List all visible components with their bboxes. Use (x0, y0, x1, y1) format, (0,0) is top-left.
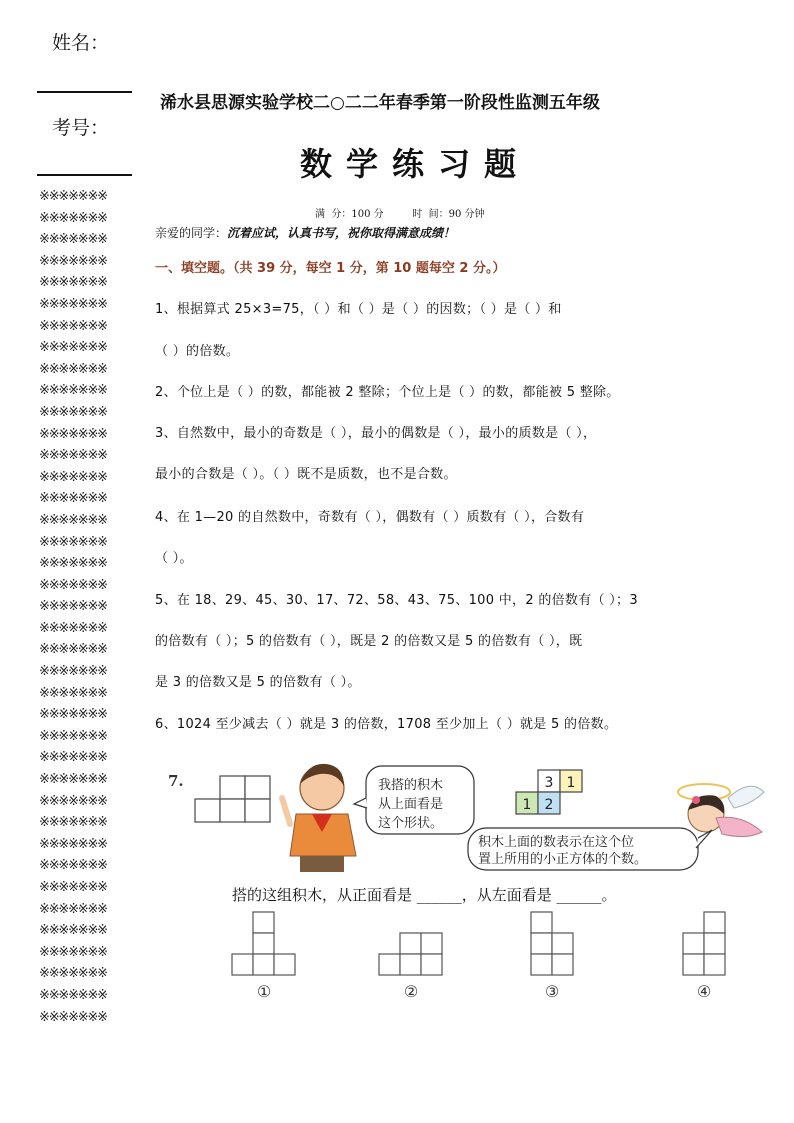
question-5-line-2: 的倍数有（ ）；5 的倍数有（ ），既是 2 的倍数又是 5 的倍数有（ ），既 (155, 634, 583, 649)
seal-star-row: ※※※※※※※ (39, 534, 107, 550)
option-4-shape (683, 912, 725, 975)
grid-number: 3 (544, 775, 554, 791)
question-3-line-1: 3、自然数中，最小的奇数是（ ），最小的偶数是（ ），最小的质数是（ ）， (155, 426, 597, 441)
option-cell (683, 933, 704, 954)
option-cell (379, 954, 400, 975)
option-cell (421, 954, 442, 975)
name-line (37, 91, 132, 93)
question-7-text: 搭的这组积木，从正面看是 ______，从左面看是 ______。 (232, 886, 617, 904)
numbered-top-view-grid (516, 770, 582, 814)
seal-star-row: ※※※※※※※ (39, 815, 107, 831)
seal-star-row: ※※※※※※※ (39, 491, 107, 507)
school-title: 浠水县思源实验学校二○二二年春季第一阶段性监测五年级 (160, 93, 600, 113)
option-label: ① (256, 982, 272, 1001)
seal-star-row: ※※※※※※※ (39, 448, 107, 464)
grid-number: 2 (544, 797, 554, 813)
boy-raised-arm (282, 798, 290, 824)
option-cell (253, 933, 274, 954)
seal-star-row: ※※※※※※※ (39, 275, 107, 291)
seal-star-row: ※※※※※※※ (39, 404, 107, 420)
seal-star-row: ※※※※※※※ (39, 512, 107, 528)
boy-speech-line-1: 我搭的积木 (378, 778, 444, 793)
seal-star-row: ※※※※※※※ (39, 361, 107, 377)
greeting (155, 224, 455, 241)
seal-star-row: ※※※※※※※ (39, 620, 107, 636)
seal-star-row: ※※※※※※※ (39, 836, 107, 852)
option-cell (232, 954, 253, 975)
boy-speech-bubble (354, 766, 474, 834)
option-label: ② (403, 982, 419, 1001)
option-cell (704, 954, 725, 975)
question-1-line-2: （ ）的倍数。 (155, 344, 240, 359)
option-cell (274, 954, 295, 975)
seal-star-row: ※※※※※※※ (39, 901, 107, 917)
seal-star-row: ※※※※※※※ (39, 296, 107, 312)
seal-star-row: ※※※※※※※ (39, 772, 107, 788)
seal-star-row: ※※※※※※※ (39, 340, 107, 356)
seal-star-row: ※※※※※※※ (39, 966, 107, 982)
seal-star-row: ※※※※※※※ (39, 577, 107, 593)
option-cell (704, 912, 725, 933)
angel-speech-line-2: 置上所用的小正方体的个数。 (478, 852, 648, 867)
option-cell (531, 954, 552, 975)
angel-dress (716, 817, 762, 836)
seal-star-row: ※※※※※※※ (39, 707, 107, 723)
question-4-line-1: 4、在 1—20 的自然数中，奇数有（ ），偶数有（ ）质数有（ ），合数有 (155, 510, 585, 525)
top-view-cell (245, 776, 270, 799)
option-cell (253, 954, 274, 975)
seal-star-row: ※※※※※※※ (39, 664, 107, 680)
option-cell (253, 912, 274, 933)
seal-star-row: ※※※※※※※ (39, 944, 107, 960)
name-label: 姓名： (52, 32, 110, 54)
question-7-number: 7. (168, 772, 184, 790)
option-1-shape (232, 912, 295, 975)
section-heading: 一、填空题。（共 39 分，每空 1 分，第 10 题每空 2 分。） (155, 261, 506, 276)
option-cell (683, 954, 704, 975)
option-cell (531, 933, 552, 954)
seal-star-row: ※※※※※※※ (39, 793, 107, 809)
grid-number: 1 (566, 775, 576, 791)
option-cell (421, 933, 442, 954)
option-cell (552, 954, 573, 975)
greeting-message: 沉着应试，认真书写，祝你取得满意成绩！ (227, 226, 456, 240)
angel-speech-bubble (468, 828, 712, 870)
page-title: 数学练习题 (300, 145, 531, 183)
seal-star-row: ※※※※※※※ (39, 599, 107, 615)
seal-star-row: ※※※※※※※ (39, 426, 107, 442)
option-cell (400, 933, 421, 954)
seal-star-row: ※※※※※※※ (39, 1009, 107, 1025)
seal-star-row: ※※※※※※※ (39, 383, 107, 399)
question-1-line-1: 1、根据算式 25×3=75，（ ）和（ ）是（ ）的因数；（ ）是（ ）和 (155, 302, 562, 317)
boy-pants (300, 856, 344, 872)
seal-star-row: ※※※※※※※ (39, 232, 107, 248)
option-label: ④ (696, 982, 712, 1001)
seal-star-row: ※※※※※※※ (39, 685, 107, 701)
question-7-figure (150, 758, 770, 1018)
greeting-label: 亲爱的同学： (155, 226, 228, 240)
option-cell (552, 933, 573, 954)
seal-star-row: ※※※※※※※ (39, 728, 107, 744)
seal-star-row: ※※※※※※※ (39, 189, 107, 204)
option-2-shape (379, 933, 442, 975)
score-time-info: 满 分：100 分 时 间：90 分钟 (315, 209, 485, 220)
speech-bubble-tail (696, 830, 712, 848)
seal-star-row: ※※※※※※※ (39, 642, 107, 658)
seal-star-column (39, 186, 139, 1028)
boy-speech-line-2: 从上面看是 (378, 797, 444, 812)
option-label: ③ (544, 982, 560, 1001)
seal-column (0, 0, 140, 1123)
question-2-line-1: 2、个位上是（ ）的数，都能被 2 整除；个位上是（ ）的数，都能被 5 整除。 (155, 385, 620, 400)
speech-bubble-tail (354, 798, 367, 808)
option-cell (531, 912, 552, 933)
boy-illustration (282, 764, 356, 872)
angel-wing (728, 786, 764, 808)
question-5-line-1: 5、在 18、29、45、30、17、72、58、43、75、100 中，2 的倍数有（ ）；3 (155, 593, 638, 608)
seal-star-row: ※※※※※※※ (39, 923, 107, 939)
seal-star-row: ※※※※※※※ (39, 318, 107, 334)
seal-star-row: ※※※※※※※ (39, 750, 107, 766)
seal-star-row: ※※※※※※※ (39, 858, 107, 874)
top-view-cell (220, 799, 245, 822)
seal-star-row: ※※※※※※※ (39, 987, 107, 1003)
angel-speech-line-1: 积木上面的数表示在这个位 (478, 835, 635, 850)
seal-star-row: ※※※※※※※ (39, 556, 107, 572)
top-view-cell (195, 799, 220, 822)
option-cell (400, 954, 421, 975)
boy-speech-line-3: 这个形状。 (378, 816, 444, 831)
angel-illustration (678, 784, 764, 837)
question-3-line-2: 最小的合数是（ ）。（ ）既不是质数，也不是合数。 (155, 467, 457, 482)
exam-number-label: 考号： (52, 117, 110, 139)
option-cell (704, 933, 725, 954)
seal-star-row: ※※※※※※※ (39, 880, 107, 895)
angel-flower (692, 796, 700, 804)
question-5-line-3: 是 3 的倍数又是 5 的倍数有（ ）。 (155, 675, 361, 690)
seal-star-row: ※※※※※※※ (39, 469, 107, 485)
option-3-shape (531, 912, 573, 975)
top-view-shape (195, 776, 270, 822)
top-view-cell (245, 799, 270, 822)
exam-number-line (37, 174, 132, 176)
top-view-cell (220, 776, 245, 799)
seal-star-row: ※※※※※※※ (39, 210, 107, 226)
question-6-line-1: 6、1024 至少减去（ ）就是 3 的倍数，1708 至少加上（ ）就是 5 的倍数。 (155, 717, 618, 732)
grid-number: 1 (522, 797, 532, 813)
question-4-line-2: （ ）。 (155, 551, 193, 566)
seal-star-row: ※※※※※※※ (39, 253, 107, 269)
